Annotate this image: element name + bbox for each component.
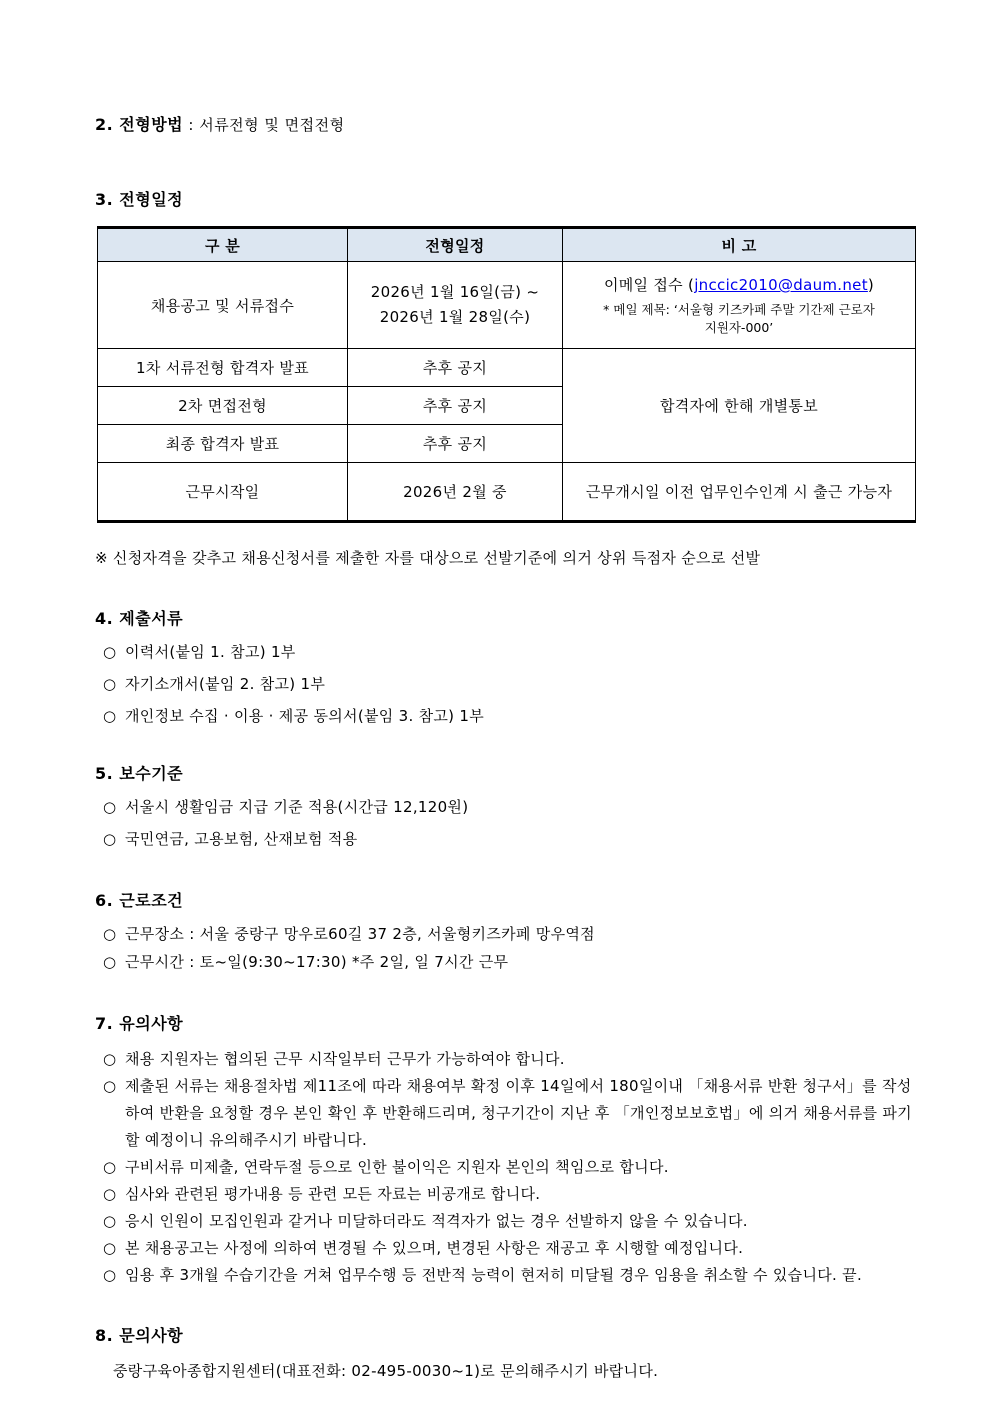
section-contact-heading: 8. 문의사항 xyxy=(95,1326,184,1345)
circle-bullet-icon: ○ xyxy=(103,798,117,816)
circle-bullet-icon: ○ xyxy=(103,1212,117,1230)
email-prefix: 이메일 접수 ( xyxy=(603,276,695,294)
list-item-text: 심사와 관련된 평가내용 등 관련 모든 자료는 비공개로 합니다. xyxy=(125,1185,541,1203)
list-item xyxy=(95,923,922,945)
cell-category: 최종 합격자 발표 xyxy=(98,425,348,463)
list-item-text: 본 채용공고는 사정에 의하여 변경될 수 있으며, 변경된 사항은 재공고 후 시행할 예정입니다. xyxy=(125,1239,744,1257)
list-item xyxy=(95,828,922,850)
list-item-text: 이력서(붙임 1. 참고) 1부 xyxy=(125,643,296,661)
list-item xyxy=(95,1208,922,1235)
circle-bullet-icon: ○ xyxy=(103,1239,117,1257)
circle-bullet-icon: ○ xyxy=(103,707,117,725)
circle-bullet-icon: ○ xyxy=(103,675,117,693)
list-item-text: 서울시 생활임금 지급 기준 적용(시간급 12,120원) xyxy=(125,798,469,816)
list-item xyxy=(95,673,922,695)
list-item xyxy=(95,951,922,973)
section-pay-heading: 5. 보수기준 xyxy=(95,764,184,783)
col-header-category: 구 분 xyxy=(98,228,348,262)
col-header-schedule: 전형일정 xyxy=(348,228,563,262)
list-item-text: 구비서류 미제출, 연락두절 등으로 인한 불이익은 지원자 본인의 책임으로 합니다. xyxy=(125,1158,669,1176)
conditions-list xyxy=(95,923,922,973)
circle-bullet-icon: ○ xyxy=(103,1050,117,1068)
list-item-text: 응시 인원이 모집인원과 같거나 미달하더라도 적격자가 없는 경우 선발하지 않을 수 있습니다. xyxy=(125,1212,748,1230)
cell-note-merged: 합격자에 한해 개별통보 xyxy=(563,349,916,463)
remark-line1: * 메일 제목: ‘서울형 키즈카페 주말 기간제 근로자 xyxy=(603,302,875,317)
schedule-table xyxy=(97,226,916,523)
list-item-text: 임용 후 3개월 수습기간을 거쳐 업무수행 등 전반적 능력이 현저히 미달될 경우 임용을 취소할 수 있습니다. 끝. xyxy=(125,1266,863,1284)
cell-schedule: 추후 공지 xyxy=(348,425,563,463)
cell-schedule: 추후 공지 xyxy=(348,349,563,387)
list-item xyxy=(95,1046,922,1073)
list-item xyxy=(95,1154,922,1181)
section-conditions-heading: 6. 근로조건 xyxy=(95,891,184,910)
selection-note: ※ 신청자격을 갖추고 채용신청서를 제출한 자를 대상으로 선발기준에 의거 상위 득점자 순으로 선발 xyxy=(95,549,761,567)
list-item-text: 개인정보 수집 · 이용 · 제공 동의서(붙임 3. 참고) 1부 xyxy=(125,707,485,725)
list-item-text: 국민연금, 고용보험, 산재보험 적용 xyxy=(125,830,358,848)
section-method-heading xyxy=(95,112,922,135)
col-header-note: 비 고 xyxy=(563,228,916,262)
cell-schedule xyxy=(348,262,563,349)
table-row xyxy=(98,349,916,387)
email-suffix: ) xyxy=(867,276,875,294)
schedule-date-line2: 2026년 1월 28일(수) xyxy=(379,308,531,326)
list-item xyxy=(95,1262,922,1289)
circle-bullet-icon: ○ xyxy=(103,1077,117,1095)
email-subject-remark xyxy=(569,301,909,336)
list-item xyxy=(95,1073,922,1154)
cell-schedule: 2026년 2월 중 xyxy=(348,463,563,522)
section-schedule-heading: 3. 전형일정 xyxy=(95,190,184,209)
email-link[interactable]: jnccic2010@daum.net xyxy=(694,276,868,294)
cell-note xyxy=(563,262,916,349)
list-item xyxy=(95,796,922,818)
cell-category: 2차 면접전형 xyxy=(98,387,348,425)
list-item-text: 근무시간 : 토~일(9:30~17:30) *주 2일, 일 7시간 근무 xyxy=(125,953,509,971)
circle-bullet-icon: ○ xyxy=(103,953,117,971)
circle-bullet-icon: ○ xyxy=(103,925,117,943)
list-item-text: 채용 지원자는 협의된 근무 시작일부터 근무가 가능하여야 합니다. xyxy=(125,1050,565,1068)
section-documents-heading: 4. 제출서류 xyxy=(95,609,184,628)
list-item-text: 근무장소 : 서울 중랑구 망우로60길 37 2층, 서울형키즈카페 망우역점 xyxy=(125,925,595,943)
list-item xyxy=(95,1235,922,1262)
circle-bullet-icon: ○ xyxy=(103,830,117,848)
cell-category: 1차 서류전형 합격자 발표 xyxy=(98,349,348,387)
circle-bullet-icon: ○ xyxy=(103,1158,117,1176)
cell-schedule: 추후 공지 xyxy=(348,387,563,425)
circle-bullet-icon: ○ xyxy=(103,1266,117,1284)
section-method-title: 2. 전형방법 xyxy=(95,115,184,134)
email-line xyxy=(569,274,909,295)
table-row xyxy=(98,262,916,349)
list-item xyxy=(95,641,922,663)
cell-note: 근무개시일 이전 업무인수인계 시 출근 가능자 xyxy=(563,463,916,522)
documents-list xyxy=(95,641,922,727)
pay-list xyxy=(95,796,922,850)
circle-bullet-icon: ○ xyxy=(103,1185,117,1203)
circle-bullet-icon: ○ xyxy=(103,643,117,661)
remark-line2: 지원자-000’ xyxy=(704,319,774,335)
section-method-text: : 서류전형 및 면접전형 xyxy=(183,116,345,134)
table-row xyxy=(98,463,916,522)
contact-info: 중랑구육아종합지원센터(대표전화: 02-495-0030~1)로 문의해주시기 바랍니다. xyxy=(113,1362,659,1380)
cell-category: 채용공고 및 서류접수 xyxy=(98,262,348,349)
list-item-text: 자기소개서(붙임 2. 참고) 1부 xyxy=(125,675,326,693)
list-item xyxy=(95,705,922,727)
schedule-date-line1: 2026년 1월 16일(금) ~ xyxy=(370,282,540,301)
section-notices-heading: 7. 유의사항 xyxy=(95,1014,184,1033)
list-item xyxy=(95,1181,922,1208)
cell-category: 근무시작일 xyxy=(98,463,348,522)
list-item-text: 제출된 서류는 채용절차법 제11조에 따라 채용여부 확정 이후 14일에서 180일이내 「채용서류 반환 청구서」를 작성하여 반환을 요청할 경우 본인 확인 후 반환해드리며, 청구기간이 지난 후 「개인정보보호법」에 의거 채용서류를 파기 할 예정이니 유의해주시기 바랍니다. xyxy=(125,1077,912,1149)
schedule-table-header-row xyxy=(98,228,916,262)
notices-list xyxy=(95,1046,922,1289)
